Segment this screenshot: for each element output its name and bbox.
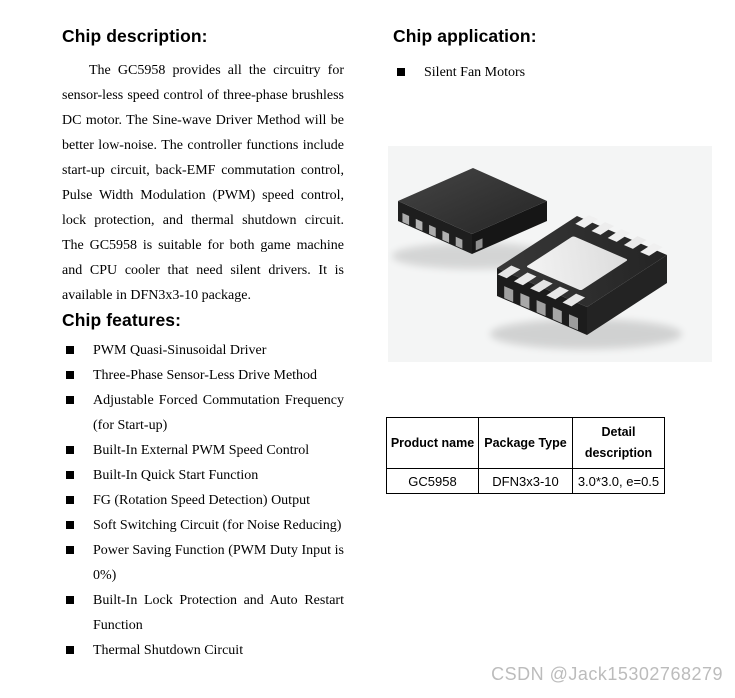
feature-item (62, 388, 344, 438)
bullet-square-icon (397, 68, 405, 76)
cell-detail-description: 3.0*3.0, e=0.5 (573, 469, 665, 494)
feature-text: Power Saving Function (PWM Duty Input is 0%) (93, 543, 344, 583)
csdn-watermark: CSDN @Jack15302768279 (491, 664, 723, 684)
cell-package-type: DFN3x3-10 (479, 469, 573, 494)
chip-features-heading: Chip features: (62, 310, 182, 330)
table-row (387, 469, 665, 494)
chip-description-heading: Chip description: (62, 26, 208, 46)
feature-item (62, 438, 344, 463)
feature-text: FG (Rotation Speed Detection) Output (93, 493, 310, 508)
feature-item (62, 513, 344, 538)
chip-application-heading: Chip application: (393, 26, 537, 46)
bullet-square-icon (66, 446, 74, 454)
feature-text: Built-In Quick Start Function (93, 468, 259, 483)
feature-text: Built-In External PWM Speed Control (93, 443, 310, 458)
left-column (62, 24, 344, 663)
bullet-square-icon (66, 646, 74, 654)
feature-item (62, 488, 344, 513)
bullet-square-icon (66, 521, 74, 529)
chip-features-list (62, 338, 344, 663)
chip-application-list (393, 60, 693, 85)
feature-text: PWM Quasi-Sinusoidal Driver (93, 343, 267, 358)
application-text: Silent Fan Motors (424, 65, 526, 80)
feature-item (62, 363, 344, 388)
feature-item (62, 638, 344, 663)
feature-text: Three-Phase Sensor-Less Drive Method (93, 368, 318, 383)
bullet-square-icon (66, 546, 74, 554)
col-header-product-name: Product name (387, 418, 479, 469)
cell-product-name: GC5958 (387, 469, 479, 494)
bullet-square-icon (66, 496, 74, 504)
feature-item (62, 588, 344, 638)
bullet-square-icon (66, 396, 74, 404)
col-header-package-type: Package Type (479, 418, 573, 469)
bullet-square-icon (66, 371, 74, 379)
table-header-row (387, 418, 665, 469)
feature-item (62, 338, 344, 363)
right-column (393, 24, 693, 85)
feature-item (62, 463, 344, 488)
bullet-square-icon (66, 346, 74, 354)
feature-text: Built-In Lock Protection and Auto Restart Function (93, 593, 344, 633)
feature-text: Adjustable Forced Commutation Frequency (for Start-up) (93, 393, 344, 433)
application-item (393, 60, 693, 85)
chip-description-paragraph: The GC5958 provides all the circuitry for sensor-less speed control of three-phase brushless DC motor. The Sine-wave Driver Method will be better low-noise. The controller functions include start-up circuit, back-EMF commutation control, Pulse Width Modulation (PWM) speed control, lock protection, and thermal shutdown circuit. The GC5958 is suitable for both game machine and CPU cooler that need silent drivers. It is available in DFN3x3-10 package. (62, 63, 344, 303)
bullet-square-icon (66, 471, 74, 479)
bullet-square-icon (66, 596, 74, 604)
product-table (386, 417, 665, 494)
col-header-detail-description: Detail description (573, 418, 665, 469)
feature-text: Thermal Shutdown Circuit (93, 643, 244, 658)
feature-item (62, 538, 344, 588)
chip-package-photo (388, 146, 712, 362)
feature-text: Soft Switching Circuit (for Noise Reducing) (93, 518, 342, 533)
